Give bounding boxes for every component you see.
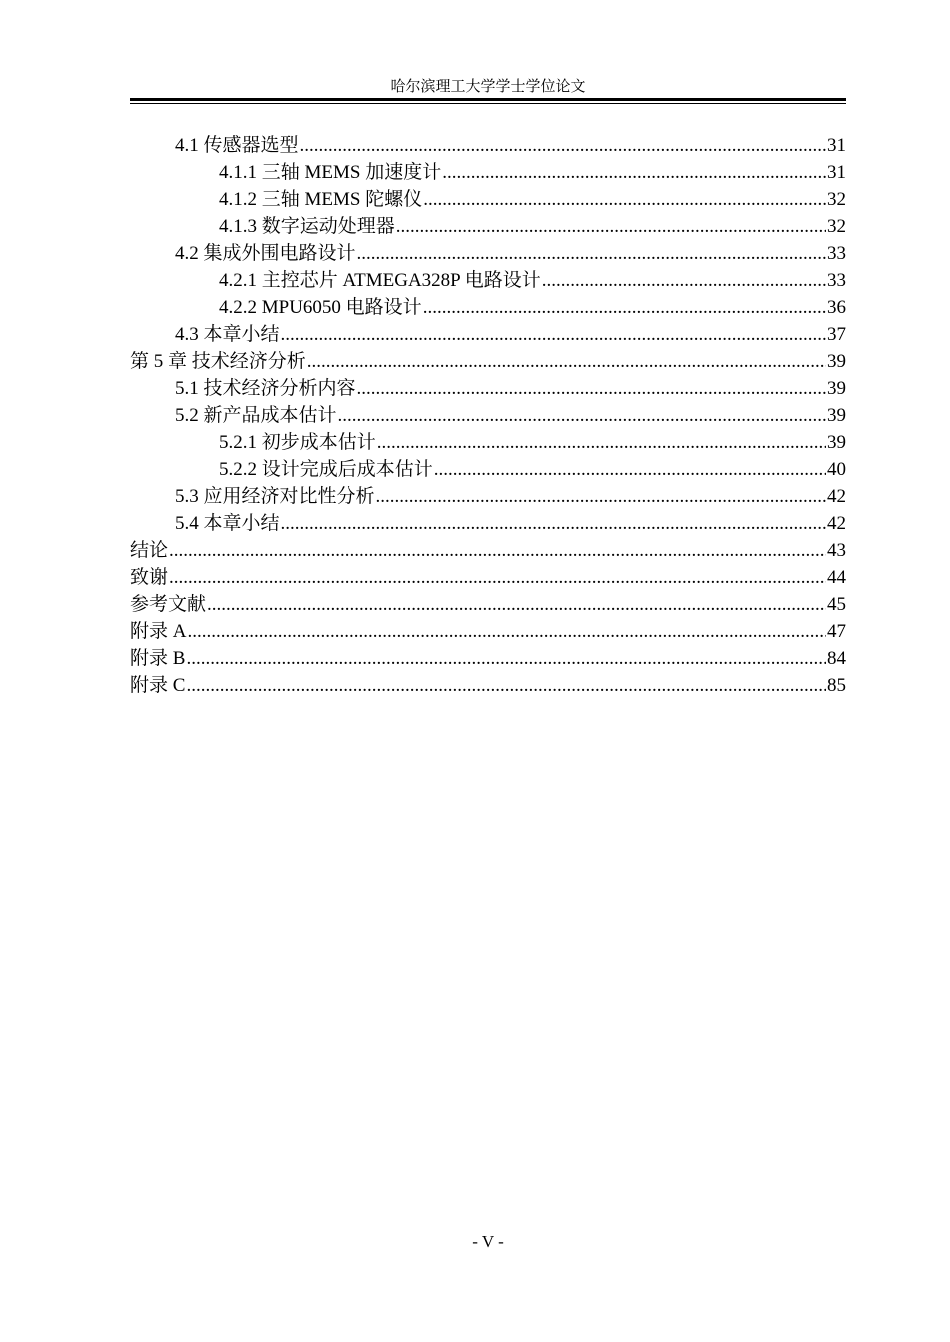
toc-entry-page-number: 42 bbox=[827, 513, 846, 534]
toc-dot-leader bbox=[186, 672, 826, 699]
toc-entry[interactable] bbox=[130, 564, 846, 591]
toc-dot-leader bbox=[357, 375, 826, 402]
toc-entry-title: 第 5 章 技术经济分析 bbox=[130, 351, 306, 372]
toc-entry[interactable] bbox=[130, 375, 846, 402]
header-rule-thick bbox=[130, 98, 846, 101]
toc-dot-leader bbox=[434, 456, 826, 483]
toc-dot-leader bbox=[357, 240, 826, 267]
toc-dot-leader bbox=[169, 537, 826, 564]
toc-entry-title: 5.3 应用经济对比性分析 bbox=[175, 486, 375, 507]
toc-entry-title: 4.1.2 三轴 MEMS 陀螺仪 bbox=[219, 189, 423, 210]
toc-dot-leader bbox=[300, 132, 826, 159]
toc-entry-title: 结论 bbox=[130, 540, 169, 561]
toc-entry[interactable] bbox=[130, 213, 846, 240]
toc-entry-page-number: 39 bbox=[827, 432, 846, 453]
toc-dot-leader bbox=[186, 645, 826, 672]
toc-entry-page-number: 32 bbox=[827, 216, 846, 237]
toc-entry-title: 5.2.1 初步成本估计 bbox=[219, 432, 376, 453]
toc-entry-title: 5.4 本章小结 bbox=[175, 513, 280, 534]
toc-entry-page-number: 85 bbox=[827, 675, 846, 696]
toc-entry-page-number: 32 bbox=[827, 189, 846, 210]
toc-entry[interactable] bbox=[130, 159, 846, 186]
toc-entry-page-number: 36 bbox=[827, 297, 846, 318]
toc-entry-page-number: 33 bbox=[827, 270, 846, 291]
toc-dot-leader bbox=[338, 402, 826, 429]
toc-entry-title: 附录 C bbox=[130, 675, 186, 696]
toc-entry-page-number: 39 bbox=[827, 351, 846, 372]
toc-entry[interactable] bbox=[130, 402, 846, 429]
toc-entry[interactable] bbox=[130, 456, 846, 483]
toc-dot-leader bbox=[377, 429, 826, 456]
toc-entry-title: 5.2 新产品成本估计 bbox=[175, 405, 337, 426]
toc-entry-title: 4.1 传感器选型 bbox=[175, 135, 299, 156]
toc-entry-page-number: 31 bbox=[827, 135, 846, 156]
toc-entry[interactable] bbox=[130, 294, 846, 321]
toc-entry-title: 4.1.1 三轴 MEMS 加速度计 bbox=[219, 162, 442, 183]
toc-entry-title: 致谢 bbox=[130, 567, 169, 588]
toc-entry-title: 4.2.2 MPU6050 电路设计 bbox=[219, 297, 422, 318]
toc-entry-page-number: 43 bbox=[827, 540, 846, 561]
toc-entry[interactable] bbox=[130, 348, 846, 375]
toc-entry-title: 参考文献 bbox=[130, 594, 207, 615]
toc-dot-leader bbox=[169, 564, 826, 591]
table-of-contents bbox=[130, 132, 846, 699]
toc-entry[interactable] bbox=[130, 591, 846, 618]
toc-entry[interactable] bbox=[130, 186, 846, 213]
toc-entry-title: 4.2 集成外围电路设计 bbox=[175, 243, 356, 264]
toc-entry-page-number: 40 bbox=[827, 459, 846, 480]
toc-entry[interactable] bbox=[130, 240, 846, 267]
toc-dot-leader bbox=[307, 348, 826, 375]
toc-dot-leader bbox=[281, 321, 826, 348]
toc-entry-page-number: 47 bbox=[827, 621, 846, 642]
toc-entry-title: 4.1.3 数字运动处理器 bbox=[219, 216, 395, 237]
toc-entry[interactable] bbox=[130, 321, 846, 348]
toc-entry-title: 附录 A bbox=[130, 621, 187, 642]
toc-entry[interactable] bbox=[130, 645, 846, 672]
toc-entry-title: 4.2.1 主控芯片 ATMEGA328P 电路设计 bbox=[219, 270, 541, 291]
toc-dot-leader bbox=[542, 267, 826, 294]
toc-entry-page-number: 84 bbox=[827, 648, 846, 669]
toc-entry-page-number: 42 bbox=[827, 486, 846, 507]
toc-entry-title: 4.3 本章小结 bbox=[175, 324, 280, 345]
header-rule-thin bbox=[130, 103, 846, 104]
toc-entry-page-number: 37 bbox=[827, 324, 846, 345]
toc-dot-leader bbox=[187, 618, 826, 645]
toc-entry-page-number: 44 bbox=[827, 567, 846, 588]
toc-entry[interactable] bbox=[130, 672, 846, 699]
toc-entry[interactable] bbox=[130, 537, 846, 564]
toc-dot-leader bbox=[396, 213, 826, 240]
toc-entry-page-number: 33 bbox=[827, 243, 846, 264]
toc-entry-page-number: 39 bbox=[827, 378, 846, 399]
toc-dot-leader bbox=[281, 510, 826, 537]
toc-entry-page-number: 45 bbox=[827, 594, 846, 615]
toc-entry[interactable] bbox=[130, 267, 846, 294]
toc-dot-leader bbox=[423, 294, 826, 321]
toc-dot-leader bbox=[376, 483, 826, 510]
toc-dot-leader bbox=[423, 186, 826, 213]
toc-entry[interactable] bbox=[130, 483, 846, 510]
toc-entry[interactable] bbox=[130, 510, 846, 537]
toc-dot-leader bbox=[442, 159, 826, 186]
page-header-title: 哈尔滨理工大学学士学位论文 bbox=[390, 79, 586, 95]
toc-entry[interactable] bbox=[130, 618, 846, 645]
toc-entry-title: 附录 B bbox=[130, 648, 186, 669]
toc-entry-page-number: 39 bbox=[827, 405, 846, 426]
page-number: - V - bbox=[472, 1232, 504, 1251]
toc-entry-title: 5.1 技术经济分析内容 bbox=[175, 378, 356, 399]
toc-dot-leader bbox=[207, 591, 826, 618]
toc-entry[interactable] bbox=[130, 429, 846, 456]
toc-entry-page-number: 31 bbox=[827, 162, 846, 183]
toc-entry-title: 5.2.2 设计完成后成本估计 bbox=[219, 459, 433, 480]
toc-entry[interactable] bbox=[130, 132, 846, 159]
